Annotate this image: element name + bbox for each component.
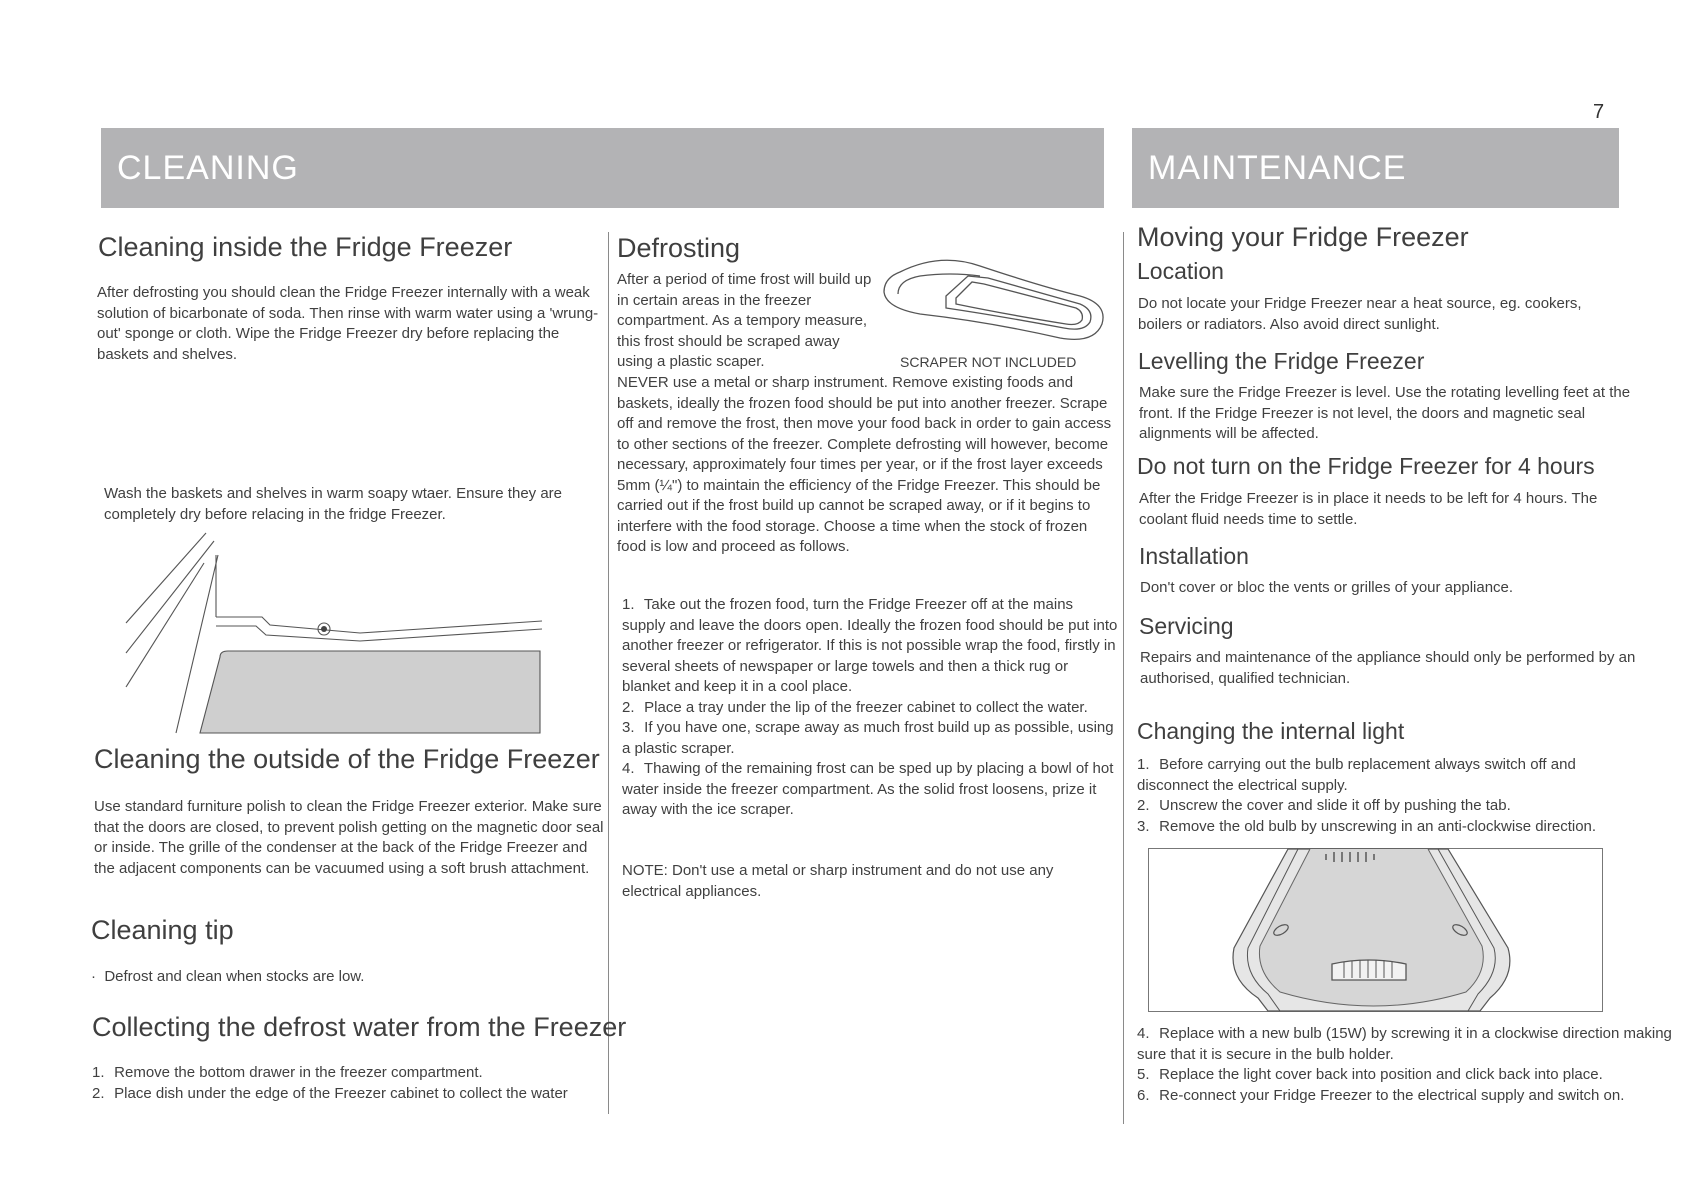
installation-title: Installation	[1139, 543, 1249, 569]
cleaning-outside-title: Cleaning the outside of the Fridge Freezer	[94, 744, 600, 774]
cleaning-tip-title: Cleaning tip	[91, 915, 234, 945]
list-item: 6. Re-connect your Fridge Freezer to the electrical supply and switch on.	[1137, 1086, 1625, 1104]
location-text: Do not locate your Fridge Freezer near a heat source, eg. cookers, boilers or radiators. Also avoid direct sunlight.	[1138, 295, 1582, 333]
do-not-turn-on-text: After the Fridge Freezer is in place it needs to be left for 4 hours. The coolant fluid needs time to settle.	[1139, 490, 1598, 528]
scraper-illustration	[880, 252, 1110, 352]
list-item: 2. Unscrew the cover and slide it off by pushing the tab.	[1137, 797, 1511, 814]
list-item: 3. If you have one, scrape away as much frost build up as possible, using a plastic scraper.	[622, 719, 1114, 757]
fridge-shelf-illustration	[120, 525, 550, 735]
do-not-turn-on-title: Do not turn on the Fridge Freezer for 4 hours	[1137, 453, 1595, 479]
changing-light-steps-b	[1137, 1024, 1672, 1106]
servicing-text: Repairs and maintenance of the appliance should only be performed by an authorised, qualified technician.	[1140, 649, 1636, 687]
changing-light-steps-a	[1137, 755, 1637, 837]
list-item: 4. Thawing of the remaining frost can be sped up by placing a bowl of hot water inside the freezer compartment. As the solid frost loosens, prize it away with the ice scraper.	[622, 760, 1114, 818]
list-item: 1. Before carrying out the bulb replacement always switch off and disconnect the electrical supply.	[1137, 756, 1576, 794]
collect-water-list	[92, 1063, 602, 1104]
scraper-caption: SCRAPER NOT INCLUDED	[900, 354, 1077, 370]
collect-water-title: Collecting the defrost water from the Freezer	[92, 1012, 627, 1042]
column-divider-2	[1123, 232, 1124, 1124]
list-item: 1. Take out the frozen food, turn the Fridge Freezer off at the mains supply and leave the doors open. Ideally the frozen food should be put into another freezer or refrigerator. If this is not possible wrap the food, firstly in several sheets of newspaper or large towels and then a thick rug or blanket and keep it in a cool place.	[622, 596, 1118, 695]
defrosting-note: NOTE: Don't use a metal or sharp instrument and do not use any electrical appliances.	[622, 862, 1054, 900]
cleaning-tip-item	[91, 967, 591, 988]
list-item: 5. Replace the light cover back into position and click back into place.	[1137, 1066, 1603, 1083]
location-title: Location	[1137, 258, 1224, 284]
cleaning-header-band: CLEANING	[101, 128, 1104, 208]
cleaning-inside-title: Cleaning inside the Fridge Freezer	[98, 232, 513, 262]
list-item: 4. Replace with a new bulb (15W) by screwing it in a clockwise direction making sure that it is secure in the bulb holder.	[1137, 1025, 1672, 1063]
moving-title: Moving your Fridge Freezer	[1137, 222, 1469, 252]
list-item: 1. Remove the bottom drawer in the freezer compartment.	[92, 1064, 483, 1081]
light-cover-illustration	[1148, 848, 1603, 1012]
cleaning-tip-text: Defrost and clean when stocks are low.	[104, 968, 365, 985]
column-divider-1	[608, 232, 609, 1114]
list-item: 3. Remove the old bulb by unscrewing in an anti-clockwise direction.	[1137, 817, 1597, 835]
defrosting-title: Defrosting	[617, 233, 741, 263]
cleaning-inside-text: After defrosting you should clean the Fridge Freezer internally with a weak solution of bicarbonate of soda. Then rinse with warm water using a 'wrung-out' sponge or cloth. Wipe the Fridge Freezer dry before replacing the baskets and shelves.	[97, 284, 599, 363]
maintenance-header-band: MAINTENANCE	[1132, 128, 1619, 208]
page-number: 7	[1593, 101, 1605, 123]
installation-text: Don't cover or bloc the vents or grilles of your appliance.	[1140, 579, 1514, 596]
list-item: 2. Place a tray under the lip of the freezer cabinet to collect the water.	[622, 698, 1088, 716]
levelling-text: Make sure the Fridge Freezer is level. Use the rotating levelling feet at the front. If the Fridge Freezer is not level, the doors and magnetic seal alignments will be affected.	[1139, 384, 1631, 442]
changing-light-title: Changing the internal light	[1137, 718, 1405, 744]
defrosting-body-text: NEVER use a metal or sharp instrument. Remove existing foods and baskets, ideally the frozen food should be put into another freezer. Scrape off and remove the frost, then move your food back in order to gain access to other sections of the freezer. Complete defrosting will however, become necessary, approximately four times per year, or if the frost layer exceeds 5mm (¼") to maintain the efficiency of the Fridge Freezer. This should be carried out if the frost build up cannot be scraped away, or if it begins to interfere with the food storage. Choose a time when the stock of frozen food is low and proceed as follows.	[617, 374, 1112, 555]
servicing-title: Servicing	[1139, 613, 1234, 639]
bullet: ·	[91, 968, 96, 985]
list-item: 2. Place dish under the edge of the Freezer cabinet to collect the water	[92, 1084, 568, 1102]
levelling-title: Levelling the Fridge Freezer	[1138, 348, 1425, 374]
defrosting-intro-text: After a period of time frost will build up in certain areas in the freezer compartment. As a tempory measure, this frost should be scraped away using a plastic scaper.	[617, 271, 872, 370]
cleaning-outside-text: Use standard furniture polish to clean the Fridge Freezer exterior. Make sure that the doors are closed, to prevent polish getting on the magnetic door seal or inside. The grille of the condenser at the back of the Fridge Freezer and the adjacent components can be vacuumed using a soft brush attachment.	[94, 798, 604, 877]
defrosting-steps	[622, 595, 1120, 821]
wash-baskets-text: Wash the baskets and shelves in warm soapy wtaer. Ensure they are completely dry before relacing in the fridge Freezer.	[104, 485, 563, 523]
